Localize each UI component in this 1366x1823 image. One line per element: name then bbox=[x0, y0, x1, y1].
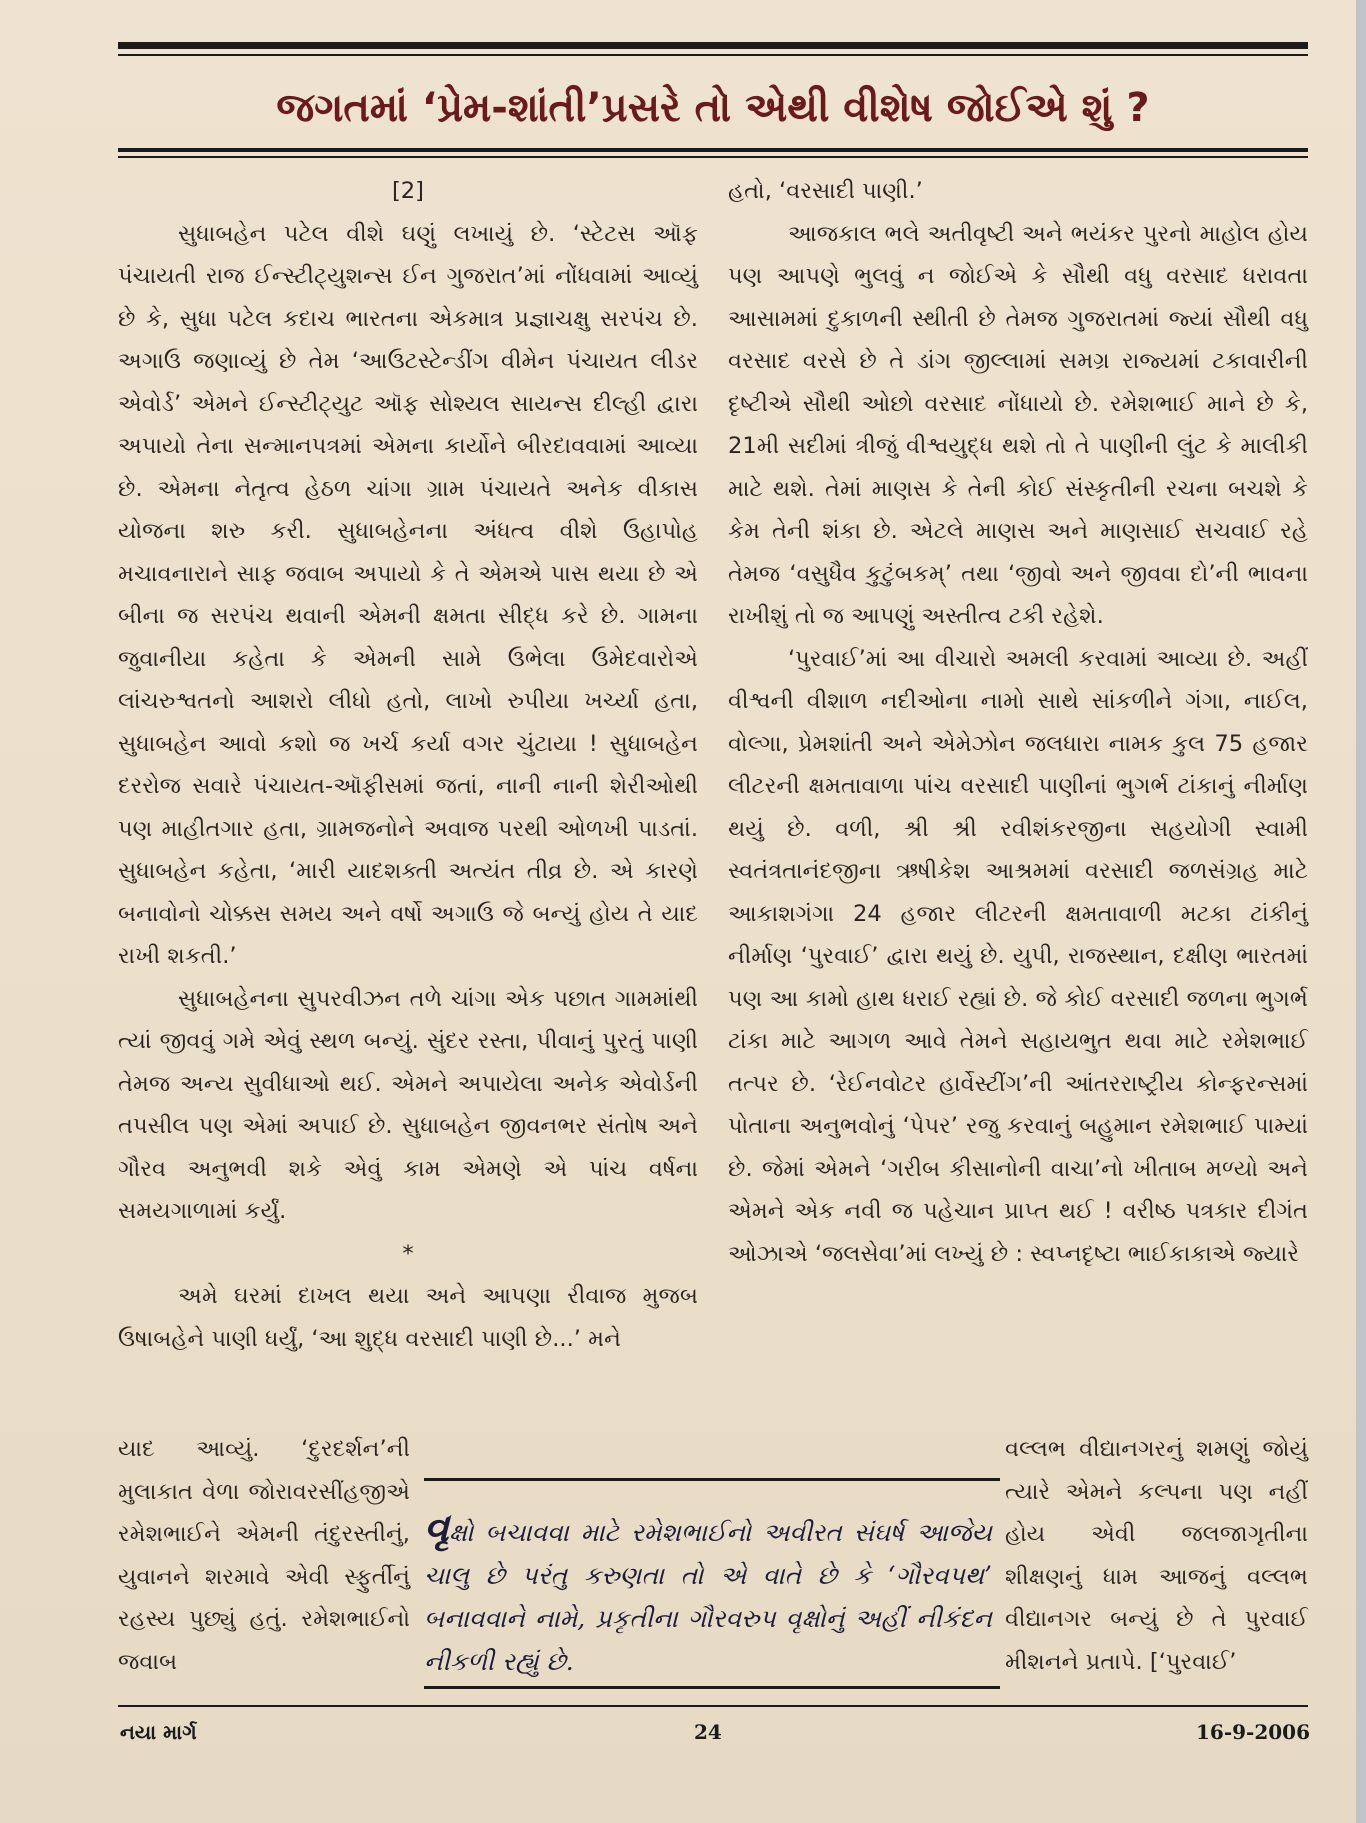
right-lower-text: વલ્લભ વીદ્યાનગરનું શમણું જોયું ત્યારે એમને કલ્પના પણ નહીં હોય એવી જલજાગૃતીના શીક્ષણનું ધામ આજનું વલ્લભ વીદ્યાનગર બન્યું છે તે પુરવાઈ મીશનને પ્રતાપે. [‘પુરવાઈ’ bbox=[1005, 1436, 1308, 1675]
left-paragraph-1: સુધાબહેન પટેલ વીશે ઘણું લખાયું છે. ‘સ્ટેટસ ઑફ પંચાયતી રાજ ઈન્સ્ટીટ્યુશન્સ ઈન ગુજરાત’માં નોંધવામાં આવ્યું છે કે, સુધા પટેલ કદાચ ભારતના એકમાત્ર પ્રજ્ઞાચક્ષુ સરપંચ છે. અગાઉ જણાવ્યું છે તેમ ‘આઉટસ્ટેન્ડીંગ વીમેન પંચાયત લીડર એવોર્ડ’ એમને ઈન્સ્ટીટ્યુટ ઑફ સોશ્યલ સાયન્સ દીલ્હી દ્વારા અપાયો તેના સન્માનપત્રમાં એમના કાર્યોને બીરદાવવામાં આવ્યા છે. એમના નેતૃત્વ હેઠળ ચાંગા ગ્રામ પંચાયતે અનેક વીકાસ યોજના શરુ કરી. સુધાબહેનના અંધત્વ વીશે ઉહાપોહ મચાવનારાને સાફ જવાબ અપાયો કે તે એમએ પાસ થયા છે એ બીના જ સરપંચ થવાની એમની ક્ષમતા સીદ્ધ કરે છે. ગામના જુવાનીયા કહેતા કે એમની સામે ઉભેલા ઉમેદવારોએ લાંચરુશ્વતનો આશરો લીધો હતો, લાખો રુપીયા ખર્ચ્યા હતા, સુધાબહેન આવો કશો જ ખર્ચ કર્યા વગર ચુંટાયા ! સુધાબહેન દરરોજ સવારે પંચાયત-ઑફીસમાં જતાં, નાની નાની શેરીઓથી પણ માહીતગાર હતા, ગ્રામજનોને અવાજ પરથી ઓળખી પાડતાં. સુધાબહેન કહેતા, ‘મારી યાદશક્તી અત્યંત તીવ્ર છે. એ કારણે બનાવોનો ચોક્કસ સમય અને વર્ષો અગાઉ જે બન્યું હોય તે યાદ રાખી શકતી.’ bbox=[118, 220, 698, 969]
footer-date: 16-9-2006 bbox=[1196, 1720, 1311, 1744]
right-paragraph-3: ‘પુરવાઈ’માં આ વીચારો અમલી કરવામાં આવ્યા છે. અહીં વીશ્વની વીશાળ નદીઓના નામો સાથે સાંકળીને ગંગા, નાઈલ, વોલ્ગા, પ્રેમશાંતી અને એમેઝોન જલધારા નામક કુલ 75 હજાર લીટરની ક્ષમતાવાળા પાંચ વરસાદી પાણીનાં ભુગર્ભ ટાંકાનું નીર્માણ થયું છે. વળી, શ્રી શ્રી રવીશંકરજીના સહયોગી સ્વામી સ્વતંત્રતાનંદજીના ઋષીકેશ આશ્રમમાં વરસાદી જળસંગ્રહ માટે આકાશગંગા 24 હજાર લીટરની ક્ષમતાવાળી મટકા ટાંકીનું નીર્માણ ‘પુરવાઈ’ દ્વારા થયું છે. યુપી, રાજસ્થાન, દક્ષીણ ભારતમાં પણ આ કામો હાથ ધરાઈ રહ્યાં છે. જે કોઈ વરસાદી જળના ભુગર્ભ ટાંકા માટે આગળ આવે તેમને સહાયભુત થવા માટે રમેશભાઈ તત્પર છે. ‘રેઈનવોટર હાર્વેસ્ટીંગ’ની આંતરરાષ્ટ્રીય કોન્ફરન્સમાં પોતાના અનુભવોનું ‘પેપર’ રજુ કરવાનું બહુમાન રમેશભાઈ પામ્યાં છે. જેમાં એમને ‘ગરીબ કીસાનોની વાચા’નો ખીતાબ મળ્યો અને એમને એક નવી જ પહેચાન પ્રાપ્ત થઈ ! વરીષ્ઠ પત્રકાર દીગંત ઓઝાએ ‘જલસેવા’માં લખ્યું છે : સ્વપ્નદૃષ્ટા ભાઈકાકાએ જ્યારે bbox=[728, 645, 1308, 1267]
left-lower-text: યાદ આવ્યું. ‘દુરદર્શન’ની મુલાકાત વેળા જોરાવરસીંહજીએ રમેશભાઈને એમની તંદુરસ્તીનું, યુવાનને શરમાવે એવી સ્ફુર્તીનું રહસ્ય પુછ્યું હતું. રમેશભાઈનો જવાબ bbox=[118, 1436, 410, 1675]
title-rule-thin bbox=[118, 156, 1308, 158]
pull-quote bbox=[424, 1506, 992, 1683]
part-marker: [2] bbox=[391, 178, 424, 204]
right-paragraph-2: આજકાલ ભલે અતીવૃષ્ટી અને ભયંકર પુરનો માહોલ હોય પણ આપણે ભુલવું ન જોઈએ કે સૌથી વધુ વરસાદ ધરાવતા આસામમાં દુકાળની સ્થીતી છે તેમજ ગુજરાતમાં જ્યાં સૌથી વધુ વરસાદ વરસે છે તે ડાંગ જીલ્લામાં સમગ્ર રાજ્યમાં ટકાવારીની દૃષ્ટીએ સૌથી ઓછો વરસાદ નોંધાયો છે. રમેશભાઈ માને છે કે, 21મી સદીમાં ત્રીજું વીશ્વયુદ્ધ થશે તો તે પાણીની લુંટ કે માલીકી માટે થશે. તેમાં માણસ કે તેની કોઈ સંસ્કૃતીની રચના બચશે કે કેમ તેની શંકા છે. એટલે માણસ અને માણસાઈ સચવાઈ રહે તેમજ ‘વસુધૈવ કુટુંબકમ્’ તથા ‘જીવો અને જીવવા દો’ની ભાવના રાખીશું તો જ આપણું અસ્તીત્વ ટકી રહેશે. bbox=[728, 220, 1308, 629]
right-column bbox=[728, 170, 1308, 1275]
pull-quote-rule-bottom bbox=[424, 1686, 1000, 1689]
left-paragraph-2: સુધાબહેનના સુપરવીઝન તળે ચાંગા એક પછાત ગામમાંથી ત્યાં જીવવું ગમે એવું સ્થળ બન્યું. સુંદર રસ્તા, પીવાનું પુરતું પાણી તેમજ અન્ય સુવીધાઓ થઈ. એમને અપાયેલા અનેક એવોર્ડની તપસીલ પણ એમાં અપાઈ છે. સુધાબહેન જીવનભર સંતોષ અને ગૌરવ અનુભવી શકે એવું કામ એમણે એ પાંચ વર્ષના સમયગાળામાં કર્યું. bbox=[118, 985, 698, 1224]
pull-quote-rule-top bbox=[424, 1478, 1000, 1481]
footer-publication: નયા માર્ગ bbox=[120, 1720, 197, 1744]
top-rule-thin bbox=[118, 54, 1308, 56]
article-title: જગતમાં ‘પ્રેમ-શાંતી’પ્રસરે તો એથી વીશેષ જોઈએ શું ? bbox=[276, 85, 1150, 131]
footer-rule bbox=[118, 1705, 1308, 1707]
right-paragraph-1: હતો, ‘વરસાદી પાણી.’ bbox=[728, 178, 923, 204]
left-column bbox=[118, 170, 698, 1360]
page-edge bbox=[1356, 0, 1366, 1823]
footer-page-number: 24 bbox=[694, 1720, 722, 1744]
pull-quote-text: ક્ષો બચાવવા માટે રમેશભાઈનો અવીરત સંઘર્ષ આજેય ચાલુ છે પરંતુ કરુણતા તો એ વાતે છે કે ‘ગૌરવપથ’ બનાવવાને નામે, પ્રકૃતીના ગૌરવરુપ વૃક્ષોનું અહીં નીકંદન નીકળી રહ્યું છે. bbox=[424, 1518, 992, 1676]
section-separator: * bbox=[402, 1240, 414, 1267]
top-rule-thick bbox=[118, 42, 1308, 49]
title-rule-thick bbox=[118, 148, 1308, 152]
pull-quote-drop-cap: વૃ bbox=[424, 1504, 449, 1551]
left-paragraph-3: અમે ઘરમાં દાખલ થયા અને આપણા રીવાજ મુજબ ઉષાબહેને પાણી ધર્યું, ‘આ શુદ્ધ વરસાદી પાણી છે...’ મને bbox=[118, 1283, 698, 1352]
